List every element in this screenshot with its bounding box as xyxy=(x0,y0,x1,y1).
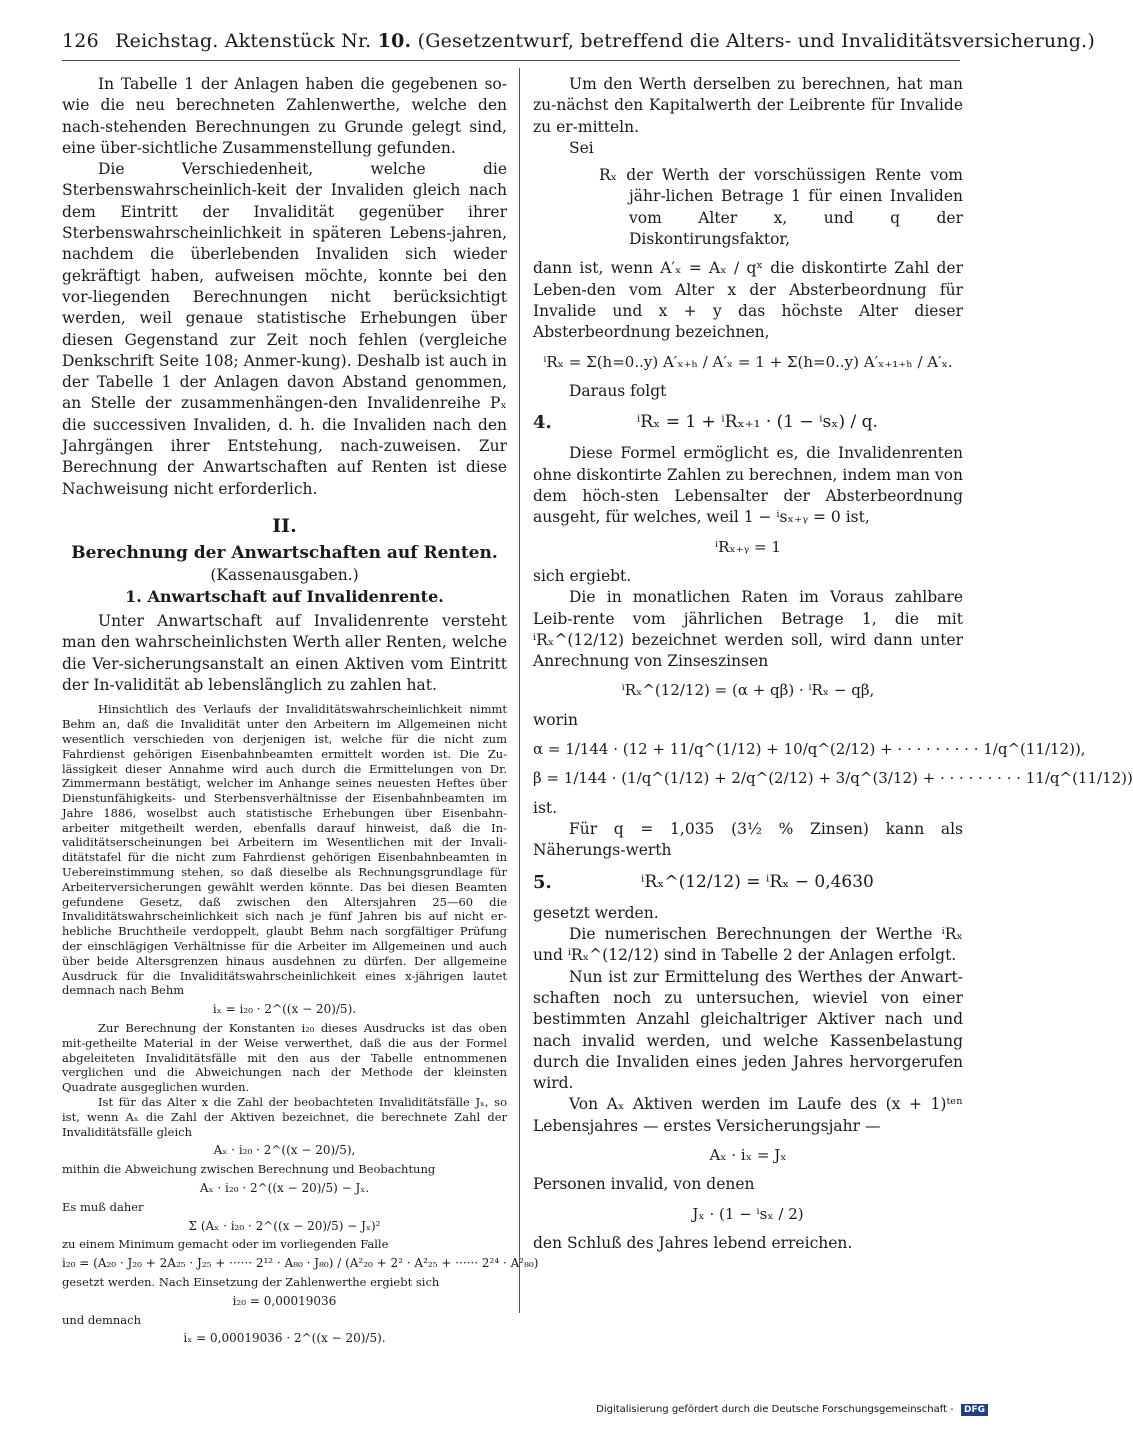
formula: Aₓ · iₓ = Jₓ xyxy=(709,1146,787,1165)
paragraph: worin xyxy=(533,710,578,729)
footnote-paragraph: mithin die Abweichung zwischen Berechnung und Beobachtung xyxy=(62,1162,436,1177)
formula: Σ (Aₓ · i₂₀ · 2^((x − 20)/5) − Jₓ)² xyxy=(188,1218,381,1233)
numbered-equation xyxy=(533,412,963,433)
formula: i₂₀ = 0,00019036 xyxy=(232,1293,337,1308)
paragraph: Personen invalid, von denen xyxy=(533,1175,755,1194)
left-column xyxy=(62,74,539,1350)
numbered-equation xyxy=(533,872,963,893)
section-subtitle: (Kassenausgaben.) xyxy=(210,565,359,584)
paragraph: Unter Anwartschaft auf Invalidenrente versteht man den wahrscheinlichsten Werth aller Renten, welche die Ver-sicherungsanstalt an einen Aktiven vom Eintritt der In-validität ab lebenslänglich zu zahlen hat. xyxy=(62,612,507,695)
header-rule xyxy=(62,60,960,61)
paragraph: Sei xyxy=(569,138,594,157)
formula: i₂₀ = (A₂₀ · J₂₀ + 2A₂₅ · J₂₅ + ······ 2¹² · A₈₀ · J₈₀) / (A²₂₀ + 2² · A²₂₅ + ······ 2²⁴ · A²₈₀) xyxy=(62,1256,539,1271)
formula: Aₓ · i₂₀ · 2^((x − 20)/5) − Jₓ. xyxy=(199,1181,370,1196)
paragraph: Die numerischen Berechnungen der Werthe ⁱRₓ und ⁱRₓ^(12/12) sind in Tabelle 2 der Anlagen erfolgt. xyxy=(533,925,963,965)
paragraph: gesetzt werden. xyxy=(533,903,659,922)
equation-number: 4. xyxy=(533,412,552,434)
header-title-right: (Gesetzentwurf, betreffend die Alters- und Invaliditätsversicherung.) xyxy=(417,30,1095,52)
footnote-block xyxy=(62,702,539,1346)
formula: ⁱRₓ^(12/12) = (α + qβ) · ⁱRₓ − qβ, xyxy=(621,681,875,700)
equation-number: 5. xyxy=(533,871,552,893)
footnote-paragraph: gesetzt werden. Nach Einsetzung der Zahlenwerthe ergiebt sich xyxy=(62,1275,440,1289)
paragraph: sich ergiebt. xyxy=(533,566,632,585)
footnote-paragraph: Zur Berechnung der Konstanten i₂₀ dieses Ausdrucks ist das oben mit-getheilte Material in der Weise verwerthet, daß die aus der Formel abgeleiteten Invaliditätsfälle mit den aus der Tabelle entnommenen verglichen und die Abweichungen nach der Methode der kleinsten Quadrate ausgeglichen wurden. xyxy=(62,1021,507,1095)
credit-text: Digitalisierung gefördert durch die Deutsche Forschungsgemeinschaft - xyxy=(596,1404,954,1415)
definition: Rₓ der Werth der vorschüssigen Rente vom jähr-lichen Betrage 1 für einen Invaliden vom Alter x, und q der Diskontirungsfaktor, xyxy=(599,166,963,249)
paragraph: den Schluß des Jahres lebend erreichen. xyxy=(533,1233,853,1252)
digitization-credit xyxy=(596,1404,988,1416)
dfg-logo: DFG xyxy=(961,1404,988,1416)
footnote-paragraph: Es muß daher xyxy=(62,1199,144,1214)
section-title: Berechnung der Anwartschaften auf Renten. xyxy=(71,543,498,564)
formula: ⁱRₓ = Σ(h=0..y) A′ₓ₊ₕ / A′ₓ = 1 + Σ(h=0..y) A′ₓ₊₁₊ₕ / A′ₓ. xyxy=(543,352,953,371)
paragraph: Die Verschiedenheit, welche die Sterbenswahrscheinlich-keit der Invaliden gleich nach dem Eintritt der Invalidität gegenüber ihrer Sterbenswahrscheinlichkeit in späteren Lebens-jahren, nachdem die überlebenden Invaliden sich wieder gekräftigt haben, aufweisen möchte, konnte bei den vor-liegenden Berechnungen nicht berücksichtigt werden, weil genaue statistische Erhebungen über diesen Gegenstand zur Zeit noch fehlen (vergleiche Denkschrift Seite 108; Anmer-kung). Deshalb ist auch in der Tabelle 1 der Anlagen davon Abstand genommen, an Stelle der zusammenhängen-den Invalidenreihe Pₓ die successiven Invaliden, d. h. die Invaliden nach den Jahrgängen ihrer Entstehung, nach-zuweisen. Zur Berechnung der Anwartschaften auf Renten ist diese Nachweisung nicht erforderlich. xyxy=(62,160,507,498)
subsection-title: 1. Anwartschaft auf Invalidenrente. xyxy=(125,586,444,606)
page-header xyxy=(62,30,1095,52)
formula: ⁱRₓ = 1 + ⁱRₓ₊₁ · (1 − ⁱsₓ) / q. xyxy=(636,412,878,433)
right-column xyxy=(533,74,1133,1254)
formula: ⁱRₓ^(12/12) = ⁱRₓ − 0,4630 xyxy=(640,871,874,892)
footnote-paragraph: und demnach xyxy=(62,1312,142,1327)
footnote-paragraph: Ist für das Alter x die Zahl der beobachteten Invaliditätsfälle Jₓ, so ist, wenn Aₓ die Zahl der Aktiven bezeichnet, die berechnete Zahl der Invaliditätsfälle gleich xyxy=(62,1095,507,1139)
formula-beta: β = 1/144 · (1/q^(1/12) + 2/q^(2/12) + 3/q^(3/12) + · · · · · · · · · 11/q^(11/12)) xyxy=(533,769,1133,788)
paragraph: Diese Formel ermöglicht es, die Invalidenrenten ohne diskontirte Zahlen zu berechnen, indem man von dem höch-sten Lebensalter der Absterbeordnung ausgeht, für welches, weil 1 − ⁱsₓ₊ᵧ = 0 ist, xyxy=(533,444,963,527)
paragraph: dann ist, wenn A′ₓ = Aₓ / qˣ die diskontirte Zahl der Leben-den vom Alter x der Absterbeordnung für Invalide und x + y das höchste Alter dieser Absterbeordnung bezeichnen, xyxy=(533,259,963,342)
paragraph: ist. xyxy=(533,798,558,817)
footnote-paragraph: zu einem Minimum gemacht oder im vorliegenden Falle xyxy=(62,1237,389,1252)
document-number: 10. xyxy=(377,30,412,52)
section-number: II. xyxy=(272,514,297,537)
formula: iₓ = 0,00019036 · 2^((x − 20)/5). xyxy=(183,1331,386,1346)
paragraph: Für q = 1,035 (3½ % Zinsen) kann als Näherungs-werth xyxy=(533,819,963,860)
footnote-paragraph: Hinsichtlich des Verlaufs der Invaliditätswahrscheinlichkeit nimmt Behm an, daß die Invalidität unter den Arbeitern im Allgemeinen nicht wesentlich verschieden von derjenigen ist, welche für die nicht zum Fahrdienst gehörigen Eisenbahnbeamten ermittelt worden ist. Die Zu-lässigkeit dieser Annahme wird auch durch die Ermittelungen von Dr. Zimmermann bestätigt, welcher im Anhange seines neuesten Heftes über Dienstunfähigkeits- und Sterbensverhältnisse der Eisenbahnbeamten im Jahre 1886, woselbst auch statistische Erhebungen über Eisenbahn-arbeiter mitgetheilt werden, ebenfalls darauf hinweist, daß die In-validitätserscheinungen bei Arbeitern im Wesentlichen mit der Invali-ditätstafel für die nicht zum Fahrdienst gehörigen Eisenbahnbeamten in Uebereinstimmung stehen, so daß dieselbe als Rechnungsgrundlage für Arbeiterversicherungen gewählt werden könnte. Das bei diesen Beamten gefundene Gesetz, daß zwischen den Altersjahren 25—60 die Invaliditätswahrscheinlichkeit sich nach je fünf Jahren bis auf nicht er-hebliche Bruchtheile verdoppelt, glaubt Behm nach sorgfältiger Prüfung der einschlägigen Verhältnisse für die Arbeiter im Allgemeinen und auch über beide Altersgrenzen hinaus ausdehnen zu dürfen. Der allgemeine Ausdruck für die Invaliditätswahrscheinlichkeit eines x-jährigen lautet demnach nach Behm xyxy=(62,702,507,998)
paragraph: Um den Werth derselben zu berechnen, hat man zu-nächst den Kapitalwerth der Leibrente für Invalide zu er-mitteln. xyxy=(533,75,963,136)
formula-alpha: α = 1/144 · (12 + 11/q^(1/12) + 10/q^(2/12) + · · · · · · · · · 1/q^(11/12)), xyxy=(533,740,1086,759)
paragraph: Die in monatlichen Raten im Voraus zahlbare Leib-rente vom jährlichen Betrage 1, die mit ⁱRₓ^(12/12) bezeichnet werden soll, wird dann unter Anrechnung von Zinseszinsen xyxy=(533,588,963,671)
formula: Aₓ · i₂₀ · 2^((x − 20)/5), xyxy=(213,1143,356,1158)
formula: Jₓ · (1 − ⁱsₓ / 2) xyxy=(692,1204,804,1223)
paragraph: Von Aₓ Aktiven werden im Laufe des (x + 1)ᵗᵉⁿ Lebensjahres — erstes Versicherungsjahr — xyxy=(533,1095,963,1135)
paragraph: In Tabelle 1 der Anlagen haben die gegebenen so-wie die neu berechneten Zahlenwerthe, welche den nach-stehenden Berechnungen zu Grunde gelegt sind, eine über-sichtliche Zusammenstellung gefunden. xyxy=(62,75,507,157)
formula: iₓ = i₂₀ · 2^((x − 20)/5). xyxy=(212,1002,357,1017)
column-divider xyxy=(519,68,520,1313)
page-number: 126 xyxy=(62,30,99,52)
paragraph: Daraus folgt xyxy=(569,381,667,400)
header-title-left: Reichstag. Aktenstück Nr. xyxy=(115,30,372,52)
paragraph: Nun ist zur Ermittelung des Werthes der Anwart-schaften noch zu untersuchen, wieviel von einer bestimmten Anzahl gleichaltriger Aktiver nach und nach invalid werden, und welche Kassenbelastung durch die Invaliden eines jeden Jahres hervorgerufen wird. xyxy=(533,967,963,1093)
formula: ⁱRₓ₊ᵧ = 1 xyxy=(715,537,781,556)
